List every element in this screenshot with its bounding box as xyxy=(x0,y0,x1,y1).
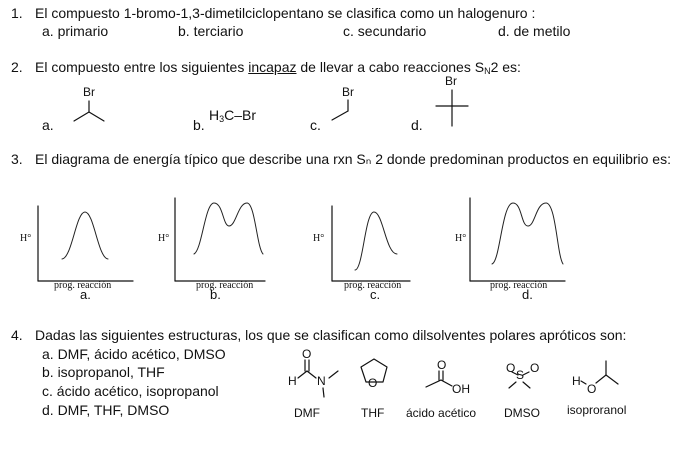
thf-structure xyxy=(361,359,387,382)
q4-option-d[interactable]: d. DMF, THF, DMSO xyxy=(42,402,170,418)
acetic-acid-structure xyxy=(426,371,452,387)
diagram-a-y-label: H° xyxy=(20,233,32,244)
diagram-b-letter[interactable]: b. xyxy=(210,287,221,302)
diagram-d-x-label: prog. reacción xyxy=(490,280,548,291)
q1-number: 1. xyxy=(11,5,23,21)
dmso-o2-atom: O xyxy=(530,361,540,375)
dmf-name: DMF xyxy=(294,406,320,420)
thf-name: THF xyxy=(361,406,385,420)
energy-diagram-a xyxy=(38,206,133,281)
q3-text: El diagrama de energía típico que describe una rxn Sₙ 2 donde predominan productos en equilibrio es: xyxy=(35,151,671,167)
dmso-o1-atom: O xyxy=(506,361,516,375)
q1-option-c[interactable]: c. secundario xyxy=(343,23,427,39)
energy-diagram-b xyxy=(175,198,265,281)
diagram-d-letter[interactable]: d. xyxy=(522,287,533,302)
diagram-b-x-label: prog. reacción xyxy=(196,280,254,291)
q4-option-b[interactable]: b. isopropanol, THF xyxy=(42,364,165,380)
diagram-c-x-label: prog. reacción xyxy=(344,280,402,291)
q1-option-a[interactable]: a. primario xyxy=(42,23,109,39)
q2-option-c-letter[interactable]: c. xyxy=(310,117,321,133)
q2-a-isopropyl-bromide-structure xyxy=(74,101,104,121)
q2-d-br: Br xyxy=(445,74,457,88)
acetic-o-atom: O xyxy=(437,358,447,372)
q1-option-d[interactable]: d. de metilo xyxy=(498,23,571,39)
q2-c-br: Br xyxy=(342,85,354,99)
dmf-o-atom: O xyxy=(302,347,312,361)
diagram-c-letter[interactable]: c. xyxy=(370,287,381,302)
thf-o-atom: O xyxy=(368,376,378,390)
q4-text: Dadas las siguientes estructuras, los que se clasifican como dilsolventes polares apróticos son: xyxy=(35,327,627,343)
q2-d-tert-butyl-bromide-structure xyxy=(436,90,468,126)
q2-a-br: Br xyxy=(83,85,95,99)
q2-number: 2. xyxy=(11,59,23,75)
isopropanol-o-atom: O xyxy=(587,382,597,396)
q4-option-c[interactable]: c. ácido acético, isopropanol xyxy=(42,383,219,399)
q2-option-d-letter[interactable]: d. xyxy=(411,117,423,133)
isopropanol-h-atom: H xyxy=(572,374,581,388)
dmf-structure xyxy=(298,360,338,397)
q1-text: El compuesto 1-bromo-1,3-dimetilciclopentano se clasifica como un halogenuro : xyxy=(35,5,536,21)
acetic-oh-atom: OH xyxy=(452,382,470,396)
acetic-acid-name: ácido acético xyxy=(406,406,477,420)
q2-text: El compuesto entre los siguientes incapaz de llevar a cabo reacciones $S_N2$ es: xyxy=(35,59,521,76)
dmf-n-atom: N xyxy=(317,374,326,388)
q4-number: 4. xyxy=(11,327,23,343)
q2-option-a-letter[interactable]: a. xyxy=(42,117,54,133)
q3-number: 3. xyxy=(11,151,23,167)
diagram-a-letter[interactable]: a. xyxy=(80,287,91,302)
dmf-h-atom: H xyxy=(288,374,297,388)
diagram-c-y-label: H° xyxy=(313,233,325,244)
diagram-d-y-label: H° xyxy=(455,233,467,244)
diagram-b-y-label: H° xyxy=(158,233,170,244)
q2-option-b-letter[interactable]: b. xyxy=(193,117,205,133)
q2-underlined-word: incapaz xyxy=(248,59,297,75)
diagram-a-x-label: prog. reacción xyxy=(54,280,112,291)
energy-diagram-c xyxy=(332,206,410,281)
isopropanol-name: isoproranol xyxy=(567,403,627,417)
q2-b-formula: $H_3C-Br$ xyxy=(209,107,257,124)
dmso-structure xyxy=(509,372,530,388)
q4-option-a[interactable]: a. DMF, ácido acético, DMSO xyxy=(42,346,226,362)
dmso-name: DMSO xyxy=(504,406,540,420)
q2-c-ethyl-bromide-structure xyxy=(332,100,348,120)
isopropanol-structure xyxy=(581,361,618,384)
dmso-s-atom: S xyxy=(516,368,525,382)
q1-option-b[interactable]: b. terciario xyxy=(178,23,244,39)
energy-diagram-d xyxy=(470,198,565,281)
